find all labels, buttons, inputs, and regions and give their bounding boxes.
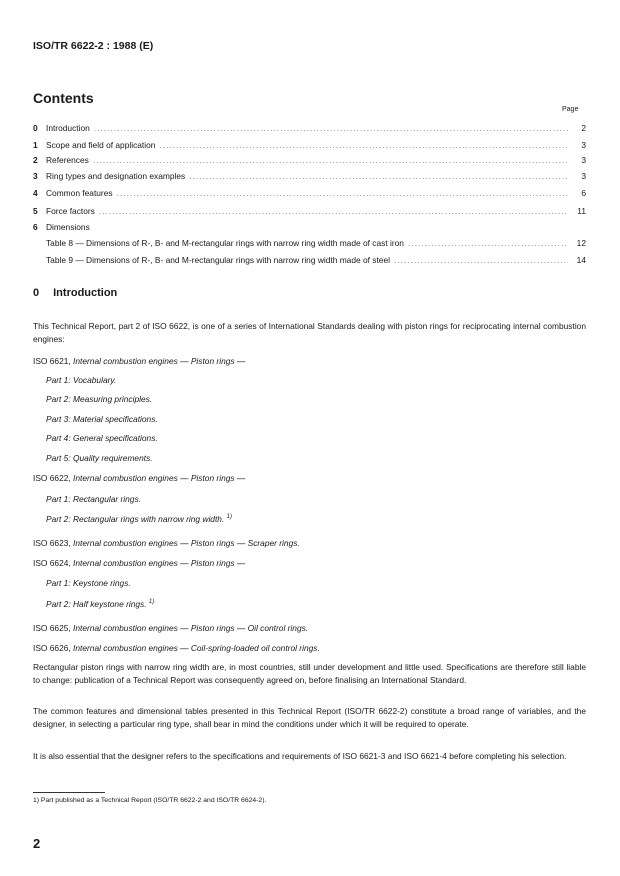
toc-item[interactable] [33,123,586,133]
toc-item[interactable] [33,222,586,232]
toc-num: 4 [33,188,38,198]
toc-item[interactable] [33,188,586,198]
toc-num: 0 [33,123,38,133]
toc-title: Table 9 — Dimensions of R-, B- and M-rectangular rings with narrow ring width made of steel [46,255,390,265]
section-title: Introduction [53,287,118,299]
toc-leader [117,188,568,198]
ref-id: ISO 6623, [33,538,71,548]
ref-part: Part 1: Vocabulary. [46,375,117,385]
ref-part: Part 4: General specifications. [46,433,158,443]
toc-subitem[interactable] [46,238,586,248]
toc-leader [99,206,568,216]
toc-leader [408,238,568,248]
intro-paragraph: This Technical Report, part 2 of ISO 6622, is one of a series of International Standards dealing with piston rings for reciprocating internal combustion engines: [33,321,586,344]
toc-page: 6 [581,188,586,198]
ref-title: Internal combustion engines — Coil-spring-loaded oil control rings. [73,643,320,653]
page-number: 2 [33,836,41,851]
ref-part: Part 2: Measuring principles. [46,394,153,404]
ref-part [46,514,232,524]
toc-title: Introduction [46,123,90,133]
ref-part-text: Part 2: Rectangular rings with narrow ring width. [46,514,225,524]
contents-title: Contents [33,90,94,106]
toc-num: 6 [33,222,38,232]
reference [33,473,245,483]
toc-page: 12 [576,238,586,248]
toc-title: Table 8 — Dimensions of R-, B- and M-rectangular rings with narrow ring width made of cast iron [46,238,404,248]
ref-title: Internal combustion engines — Piston rings — Scraper rings. [73,538,300,548]
ref-id: ISO 6625, [33,623,71,633]
section-number: 0 [33,287,40,299]
toc-page: 2 [581,123,586,133]
toc-item[interactable] [33,155,586,165]
footnote-marker[interactable]: 1) [148,599,155,606]
toc-num: 1 [33,140,38,150]
ref-part: Part 1: Rectangular rings. [46,494,141,504]
toc-title: Force factors [46,206,95,216]
body-paragraph: Rectangular piston rings with narrow ring width are, in most countries, still under development and little used. Specifications are therefore still liable to change: publication of a Technical Report was consequently agreed on, before finalising an International Standard. [33,662,586,685]
ref-id: ISO 6626, [33,643,71,653]
ref-part: Part 1: Keystone rings. [46,578,131,588]
toc-item[interactable] [33,140,586,150]
document-header: ISO/TR 6622-2 : 1988 (E) [33,40,154,52]
footnote-divider [33,792,105,793]
toc-page: 11 [577,206,586,216]
toc-leader [94,123,568,133]
ref-part: Part 5: Quality requirements. [46,453,153,463]
ref-part [46,599,154,609]
ref-id: ISO 6622, [33,473,71,483]
ref-title: Internal combustion engines — Piston rings — [73,558,246,568]
toc-num: 5 [33,206,38,216]
toc-title: Dimensions [46,222,90,232]
toc-leader [93,155,568,165]
ref-part-text: Part 2: Half keystone rings. [46,599,147,609]
reference [33,623,308,633]
ref-title: Internal combustion engines — Piston rings — [73,473,246,483]
reference [33,538,300,548]
toc-title: Common features [46,188,113,198]
reference [33,558,245,568]
toc-title: Scope and field of application [46,140,156,150]
ref-title: Internal combustion engines — Piston rings — [73,356,246,366]
ref-id: ISO 6624, [33,558,71,568]
body-paragraph: The common features and dimensional tables presented in this Technical Report (ISO/TR 6622-2) constitute a broad range of variables, and the designer, in selecting a particular ring type, shall bear in mind the conditions under which it will be required to operate. [33,706,586,729]
toc-page: 3 [581,171,586,181]
toc-title: References [46,155,89,165]
toc-page: 3 [581,155,586,165]
ref-title: Internal combustion engines — Piston rings — Oil control rings. [73,623,309,633]
page-column-label: Page [562,106,579,113]
toc-item[interactable] [33,206,586,216]
reference [33,643,320,653]
toc-page: 14 [576,255,586,265]
toc-leader [189,171,568,181]
reference [33,356,245,366]
section-heading [33,287,131,299]
toc-item[interactable] [33,171,586,181]
toc-subitem[interactable] [46,255,586,265]
footnote-marker[interactable]: 1) [226,514,232,521]
ref-part: Part 3: Material specifications. [46,414,158,424]
toc-num: 2 [33,155,38,165]
toc-title: Ring types and designation examples [46,171,186,181]
toc-page: 3 [581,140,586,150]
toc-leader [159,140,568,150]
ref-id: ISO 6621, [33,356,71,366]
footnote: 1) Part published as a Technical Report (ISO/TR 6622-2 and ISO/TR 6624-2). [33,797,267,804]
toc-num: 3 [33,171,38,181]
toc-leader [394,255,568,265]
body-paragraph: It is also essential that the designer refers to the specifications and requirements of ISO 6621-3 and ISO 6621-4 before completing his selection. [33,751,567,761]
